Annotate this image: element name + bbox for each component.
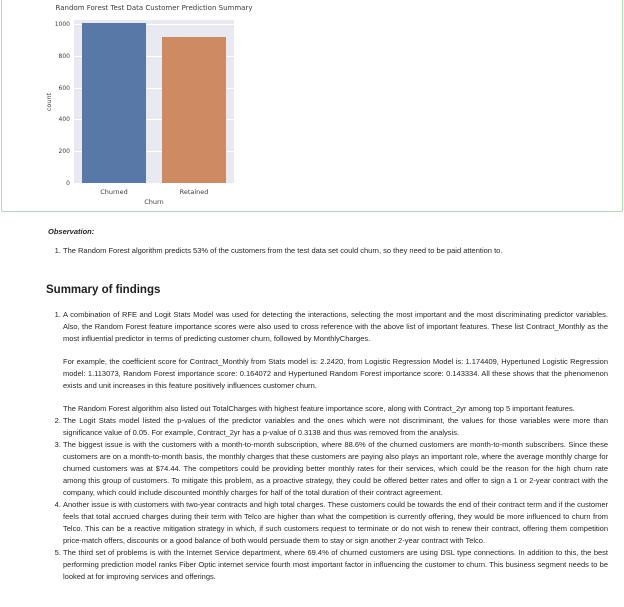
finding-paragraph: 2. The Logit Stats model listed the p-values of the predictor variables and the ones which were not discriminant, the values for those variables were more than significance value of 0.05. For example, Contract_2yr has a p-value of 0.3138 and thus was removed from the analysis. bbox=[63, 416, 608, 437]
observation-item bbox=[63, 245, 608, 257]
y-axis-label: count bbox=[45, 92, 53, 112]
x-axis-label: Churn bbox=[144, 198, 164, 206]
bar-chart bbox=[41, 2, 341, 208]
finding-item-3 bbox=[63, 439, 608, 499]
bar-retained bbox=[162, 37, 226, 183]
x-tick-label: Retained bbox=[179, 188, 209, 196]
finding-item-5 bbox=[63, 547, 608, 583]
observation-heading: Observation: bbox=[48, 227, 95, 236]
findings-list bbox=[48, 309, 608, 583]
finding-item-1 bbox=[63, 309, 608, 415]
y-tick-label: 600 bbox=[58, 84, 70, 92]
y-tick-label: 1000 bbox=[54, 21, 70, 29]
y-tick-label: 0 bbox=[66, 179, 70, 187]
y-tick-label: 200 bbox=[58, 147, 70, 155]
finding-paragraph: 4. Another issue is with customers with two-year contracts and high total charges. These customers could be towards the end of their contract term and if the customer feels that total accrued charges during their term with Telco are higher than what the competition is currently offering, they would be more influenced to churn from Telco. This can be a reactive mitigation strategy in which, if such customers request to terminate or do not wish to renew their contract, offering them competition price-match offers, discounts or a good balance of both would persuade them to stay or sign another 2-year contract with Telco. bbox=[63, 500, 608, 545]
finding-paragraph: For example, the coefficient score for Contract_Monthly from Stats model is: 2.2420, from Logistic Regression Model is: 1.174409, Hypertuned Logistic Regression model: 1.113073, Random Forest importance score: 0.164072 and Hypertuned Random Forest importance score: 0.143334. All these shows that the phenomenon exists and unit increases in this feature positively influences customer churn. bbox=[63, 357, 608, 390]
document-body bbox=[48, 227, 608, 583]
observation-list bbox=[48, 245, 608, 257]
x-tick-label: Churned bbox=[100, 188, 128, 196]
finding-paragraph: 3. The biggest issue is with the customers with a month-to-month subscription, where 88.6% of the churned customers are month-to-month subscribers. Since these customers are on a month-to-month basis, the monthly charges that these customers are paying also plays an important role, where the average monthly charge for churned customers was at $74.44. The competitors could be providing better monthly rates for their services, which could be the reason for the high churn rate among this group of customers. To mitigate this problem, as a proactive strategy, they could be offered better rates and offer to sign a 1 or 2-year contract with the company, which could include discounted monthly charges for half of the total duration of their contract agreement. bbox=[63, 440, 608, 497]
bar-churned bbox=[82, 23, 146, 183]
y-tick-label: 800 bbox=[58, 52, 70, 60]
finding-item-4 bbox=[63, 499, 608, 547]
finding-paragraph: 1. A combination of RFE and Logit Stats Model was used for detecting the interactions, selecting the most important and the most discriminating predictor variables. Also, the Random Forest feature importance scores were also used to cross reference with the above list of important features. These list Contract_Monthly as the most influential predictor in terms of predicting customer churn, followed by MonthlyCharges. bbox=[63, 310, 608, 343]
observation-text: 1. The Random Forest algorithm predicts 53% of the customers from the test data set could churn, so they need to be paid attention to. bbox=[63, 246, 503, 255]
chart-panel bbox=[1, 0, 623, 212]
chart-title: Random Forest Test Data Customer Prediction Summary bbox=[55, 4, 253, 12]
findings-heading: Summary of findings bbox=[46, 284, 161, 296]
finding-paragraph: The Random Forest algorithm also listed out TotalCharges with highest feature importance score, along with Contract_2yr among top 5 important features. bbox=[63, 404, 575, 413]
finding-item-2 bbox=[63, 415, 608, 439]
y-tick-label: 400 bbox=[58, 116, 70, 124]
finding-paragraph: 5. The third set of problems is with the Internet Service department, where 69.4% of churned customers are using DSL type connections. In addition to this, the best performing prediction model ranks Fiber Optic internet service fourth most important factor in influencing the customer to churn. This business segment needs to be looked at for improving services and offerings. bbox=[63, 548, 608, 581]
plot-area bbox=[74, 20, 234, 183]
